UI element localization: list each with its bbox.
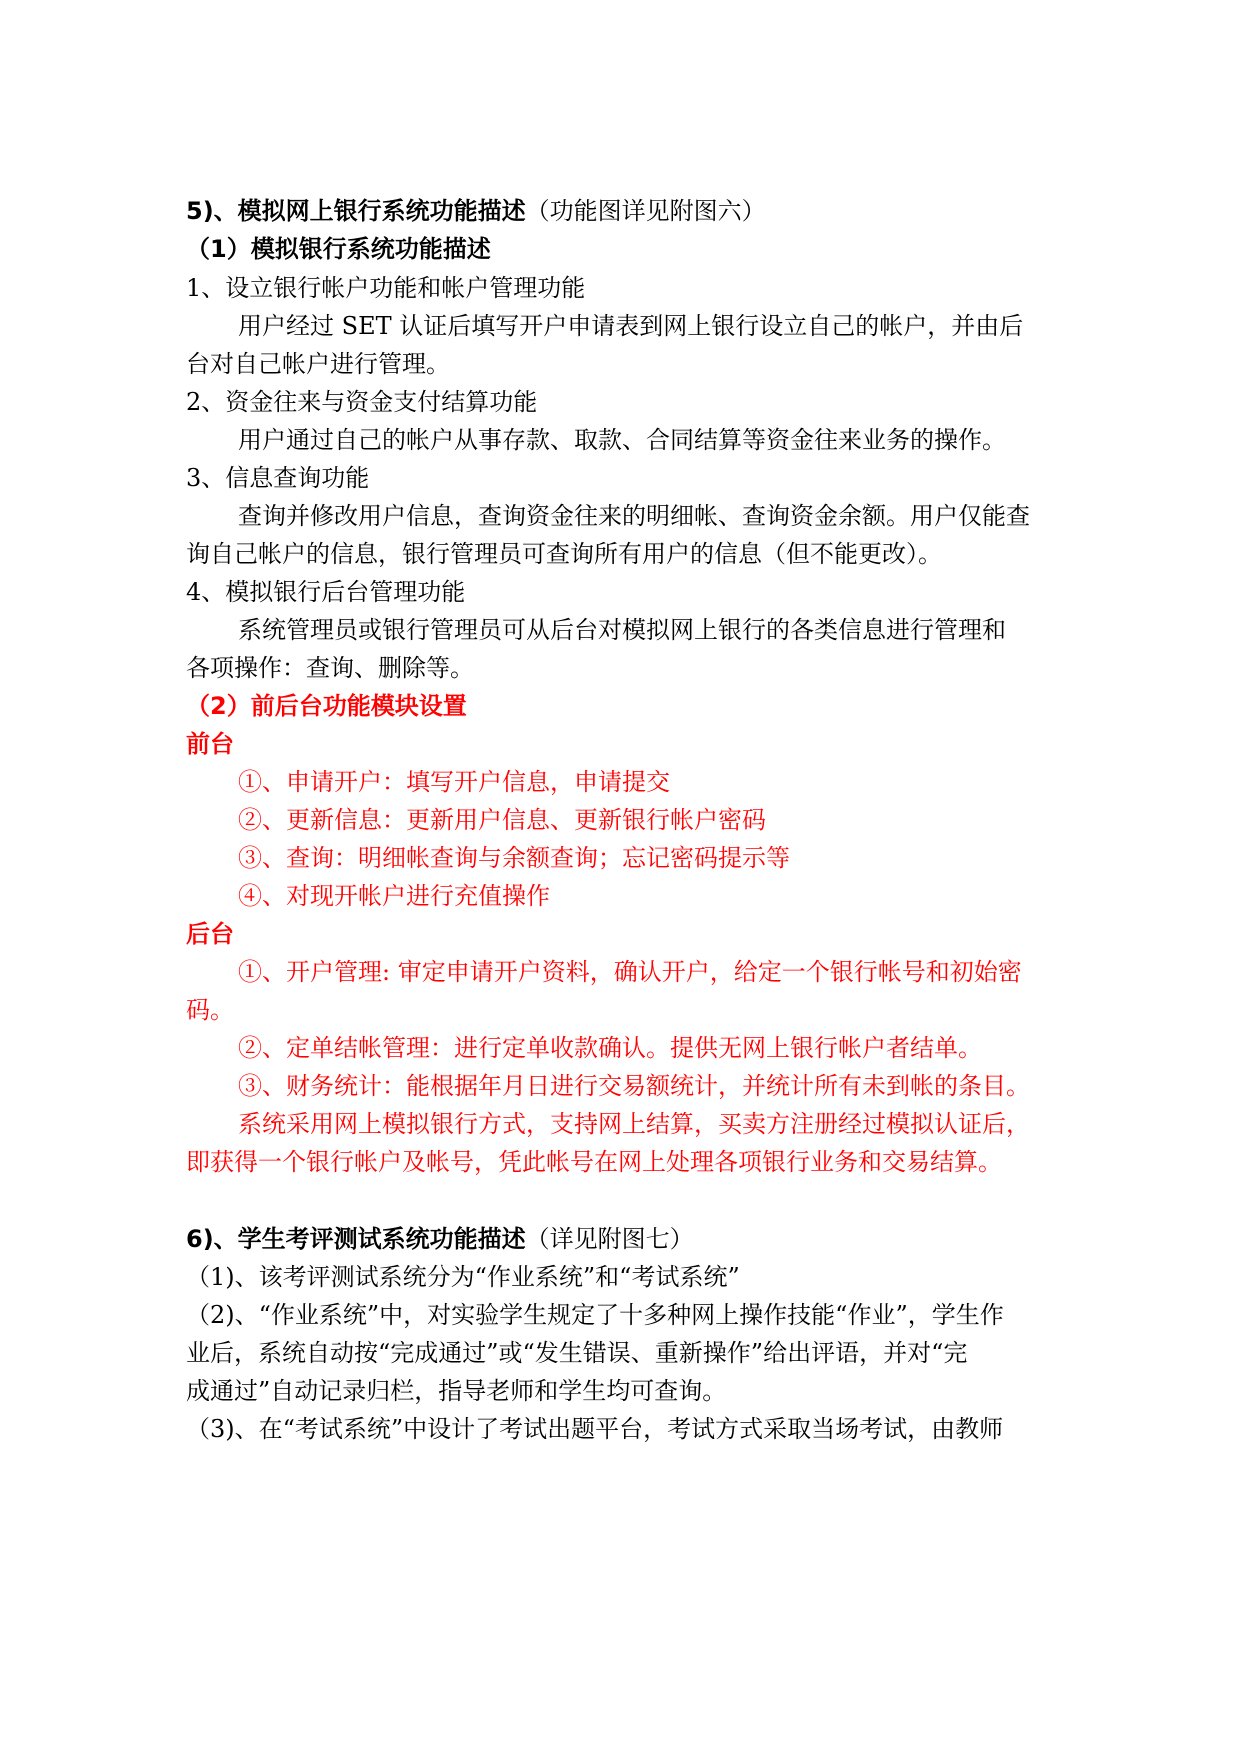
section6-item1: （1)、该考评测试系统分为“作业系统”和“考试系统”	[186, 1263, 740, 1291]
front-item-4: ④、对现开帐户进行充值操作	[238, 882, 550, 910]
front-item-3: ③、查询：明细帐查询与余额查询；忘记密码提示等	[238, 844, 790, 872]
item2-text-line1: 用户通过自己的帐户从事存款、取款、合同结算等资金往来业务的操作。	[238, 426, 1006, 454]
item3-text-line2: 询自己帐户的信息，银行管理员可查询所有用户的信息（但不能更改）。	[186, 540, 942, 568]
back-item-1-line2: 码。	[186, 996, 234, 1024]
section5-note: （功能图详见附图六）	[525, 197, 766, 225]
item1-title: 1、设立银行帐户功能和帐户管理功能	[186, 274, 586, 302]
back-item-3: ③、财务统计：能根据年月日进行交易额统计，并统计所有未到帐的条目。	[238, 1072, 1030, 1100]
back-item-1-line1: ①、开户管理: 审定申请开户资料，确认开户，给定一个银行帐号和初始密	[238, 958, 1022, 986]
section6-note: （详见附图七）	[525, 1225, 694, 1253]
section6-item2-line1: （2)、“作业系统”中，对实验学生规定了十多种网上操作技能“作业”，学生作	[186, 1301, 1004, 1329]
item4-text-line1: 系统管理员或银行管理员可从后台对模拟网上银行的各类信息进行管理和	[238, 616, 1006, 644]
front-heading: 前台	[186, 730, 234, 758]
section6-title: 6)、学生考评测试系统功能描述	[186, 1225, 526, 1253]
item4-text-line2: 各项操作：查询、删除等。	[186, 654, 474, 682]
section5-heading	[186, 196, 1055, 226]
item1-text-line1: 用户经过 SET 认证后填写开户申请表到网上银行设立自己的帐户，并由后	[238, 312, 1024, 340]
section6-item2-line2: 业后，系统自动按“完成通过”或“发生错误、重新操作”给出评语，并对“完	[186, 1339, 968, 1367]
summary-paragraph-line2: 即获得一个银行帐户及帐号，凭此帐号在网上处理各项银行业务和交易结算。	[186, 1148, 1002, 1176]
back-heading: 后台	[186, 920, 234, 948]
item1-text-line2: 台对自己帐户进行管理。	[186, 350, 450, 378]
section6-heading	[186, 1224, 1055, 1254]
section6-item3-line1: （3)、在“考试系统”中设计了考试出题平台，考试方式采取当场考试，由教师	[186, 1415, 1004, 1443]
subsection1-title: （1）模拟银行系统功能描述	[186, 235, 491, 263]
item3-text-line1: 查询并修改用户信息，查询资金往来的明细帐、查询资金余额。用户仅能查	[238, 502, 1030, 530]
front-item-1: ①、申请开户：填写开户信息，申请提交	[238, 768, 670, 796]
section5-title: 5)、模拟网上银行系统功能描述	[186, 197, 526, 225]
back-item-2: ②、定单结帐管理：进行定单收款确认。提供无网上银行帐户者结单。	[238, 1034, 982, 1062]
item4-title: 4、模拟银行后台管理功能	[186, 578, 466, 606]
item3-title: 3、信息查询功能	[186, 464, 370, 492]
summary-paragraph-line1: 系统采用网上模拟银行方式，支持网上结算，买卖方注册经过模拟认证后，	[238, 1110, 1030, 1138]
item2-title: 2、资金往来与资金支付结算功能	[186, 388, 538, 416]
subsection2-title: （2）前后台功能模块设置	[186, 692, 467, 720]
front-item-2: ②、更新信息：更新用户信息、更新银行帐户密码	[238, 806, 766, 834]
section6-item2-line3: 成通过”自动记录归栏，指导老师和学生均可查询。	[186, 1377, 727, 1405]
